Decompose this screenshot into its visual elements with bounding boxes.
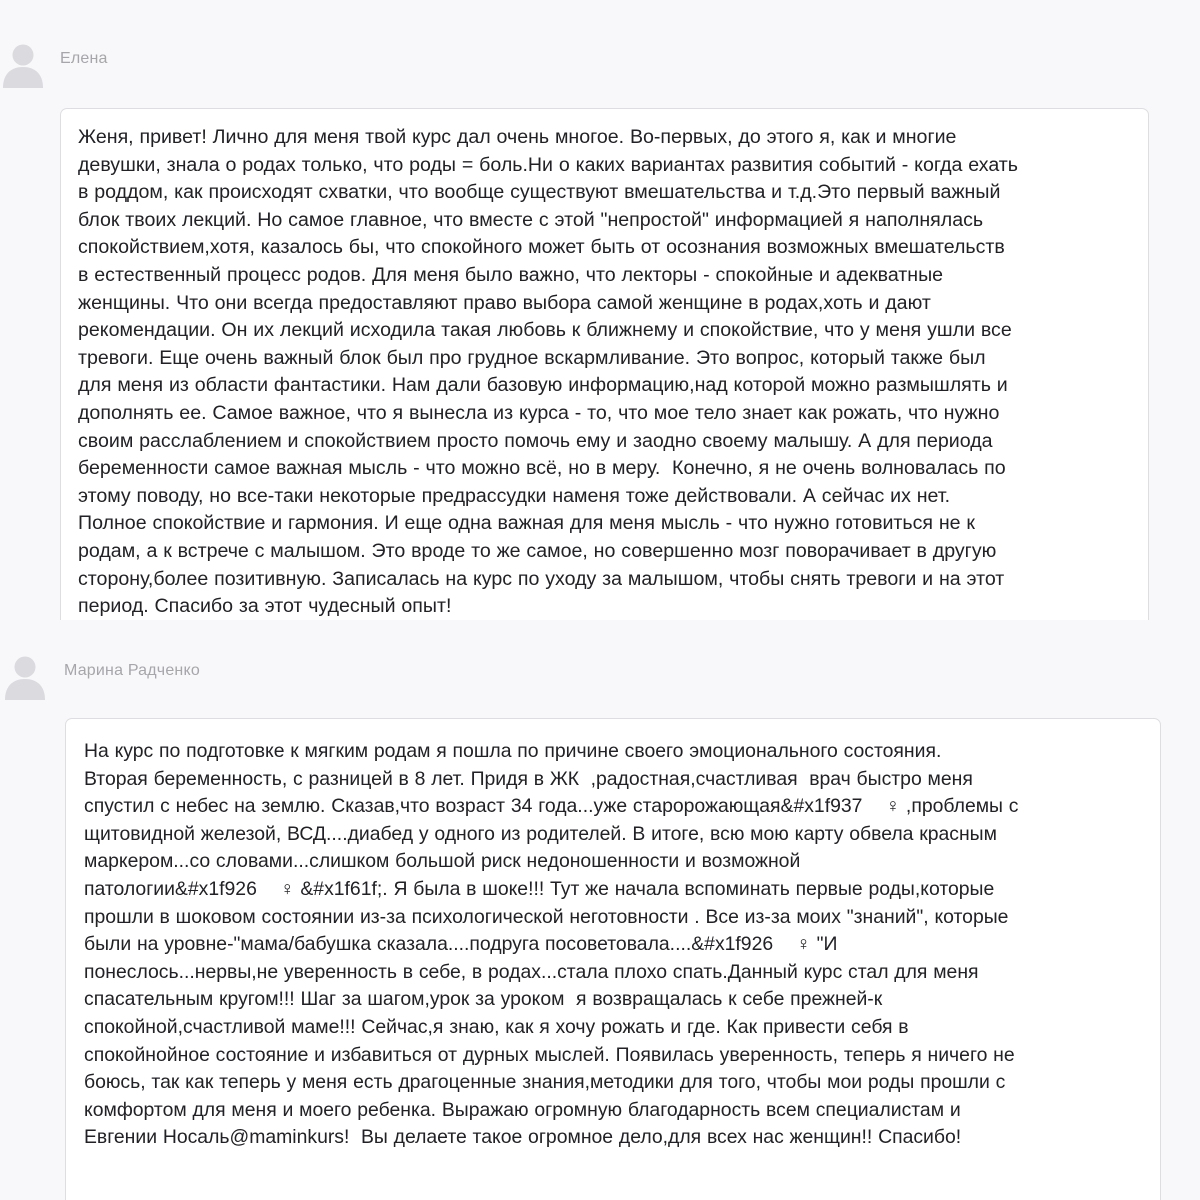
review-text: Женя, привет! Лично для меня твой курс дал очень многое. Во-первых, до этого я, как и многие девушки, знала о родах только, что роды = боль.Ни о каких вариантах развития событий - когда ехать в роддом, как происходят схватки, что вообще существуют вмешательства и т.д.Это первый важный блок твоих лекций. Но самое главное, что вместе с этой "непростой" информацией я наполнялась спокойствием,хотя, казалось бы, что спокойного может быть от осознания возможных вмешательств в естественный процесс родов. Для меня было важно, что лекторы - спокойные и адекватные женщины. Что они всегда предоставляют право выбора самой женщине в родах,хоть и дают рекомендации. Он их лекций исходила такая любовь к ближнему и спокойствие, что у меня ушли все тревоги. Еще очень важный блок был про грудное вскармливание. Это вопрос, который также был для меня из области фантастики. Нам дали базовую информацию,над которой можно размышлять и дополнять ее. Самое важное, что я вынесла из курса - то, что мое тело знает как рожать, что нужно своим расслаблением и спокойствием просто помочь ему и заодно своему малышу. А для периода беременности самое важная мысль - что можно всё, но в меру. Конечно, я не очень волновалась по этому поводу, но все-таки некоторые предрассудки наменя тоже действовали. А сейчас их нет. Полное спокойствие и гармония. И еще одна важная для меня мысль - что нужно готовиться не к родам, а к встрече с малышом. Это вроде то же самое, но совершенно мозг поворачивает в другую сторону,более позитивную. Записалась на курс по уходу за малышом, чтобы снять тревоги и на этот период. Спасибо за этот чудесный опыт! xyxy=(78,126,1018,618)
review-item xyxy=(0,620,1200,1200)
user-avatar-icon xyxy=(1,40,45,88)
review-text-bubble xyxy=(60,108,1149,620)
review-author-name: Елена xyxy=(60,50,108,67)
review-author-name: Марина Радченко xyxy=(64,662,200,679)
review-text: На курс по подготовке к мягким родам я пошла по причине своего эмоционального состояния. Вторая беременность, с разницей в 8 лет. Придя в ЖК ,радостная,счастливая врач быстро меня спустил с небес на землю. Сказав,что возраст 34 года...уже старорожающая&#x1f937 ♀ ,проблемы с щитовидной железой, ВСД....диабед у одного из родителей. В итоге, всю мою карту обвела красным маркером...со словами...слишком большой риск недоношенности и возможной патологии&#x1f926 ♀ &#x1f61f;. Я была в шоке!!! Тут же начала вспоминать первые роды,которые прошли в шоковом состоянии из-за психологической неготовности . Все из-за моих "знаний", которые были на уровне-"мама/бабушка сказала....подруга посоветовала....&#x1f926 ♀ "И понеслось...нервы,не уверенность в себе, в родах...стала плохо спать.Данный курс стал для меня спасательным кругом!!! Шаг за шагом,урок за уроком я возвращалась к себе прежней-к спокойной,счастливой маме!!! Сейчас,я знаю, как я хочу рожать и где. Как привести себя в спокойнойное состояние и избавиться от дурных мыслей. Появилась уверенность, теперь я ничего не боюсь, так как теперь у меня есть драгоценные знания,методики для того, чтобы мои роды прошли с комфортом для меня и моего ребенка. Выражаю огромную благодарность всем специалистам и Евгении Носаль@maminkurs! Вы делаете такое огромное дело,для всех нас женщин!! Спасибо! xyxy=(84,740,1019,1149)
review-text-bubble xyxy=(65,718,1161,1200)
user-avatar-icon xyxy=(3,652,47,700)
